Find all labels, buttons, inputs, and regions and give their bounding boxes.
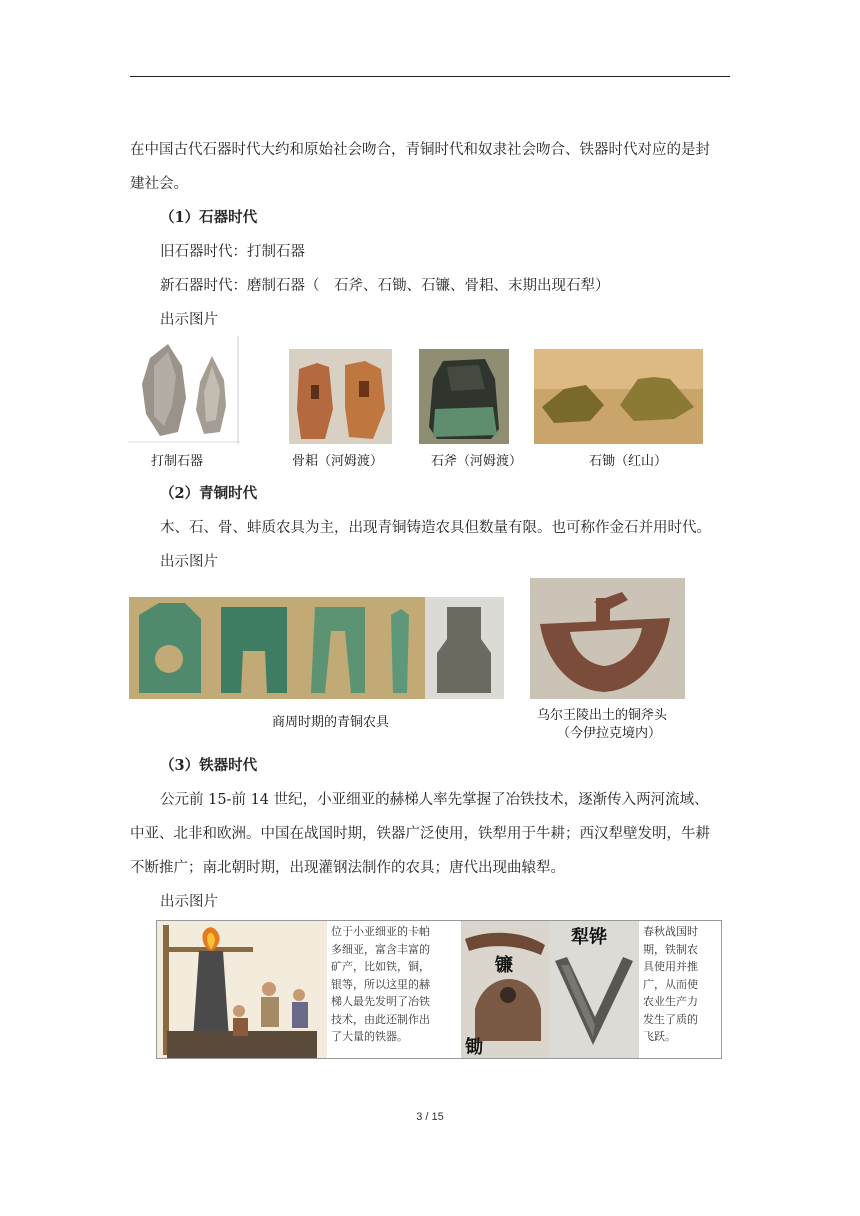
bone-spade-image <box>289 349 392 444</box>
stone-hoe-image <box>534 349 703 444</box>
warring-states-text-line: 期，铁制农 <box>643 942 698 956</box>
bronze-age-text: 木、石、骨、蚌质农具为主，出现青铜铸造农具但数量有限。也可称作金石并用时代。 <box>160 520 711 536</box>
hittite-text-line: 位于小亚细亚的卡帕 <box>331 925 430 938</box>
header-rule <box>130 76 730 77</box>
intro-line-1: 在中国古代石器时代大约和原始社会吻合，青铜时代和奴隶社会吻合、铁器时代对应的是封 <box>130 142 710 158</box>
paleolithic-text: 旧石器时代：打制石器 <box>160 244 305 260</box>
intro-line-2: 建社会。 <box>130 176 188 192</box>
iron-smelting-illustration <box>157 921 327 1058</box>
plowshare-label: 犁铧 <box>571 927 607 948</box>
caption-stone-axe: 石斧（河姆渡） <box>431 454 523 469</box>
warring-states-text-panel <box>641 923 721 1055</box>
show-pictures-label: 出示图片 <box>160 312 218 328</box>
stone-age-heading: （1）石器时代 <box>160 209 258 226</box>
warring-states-text-line: 具使用并推 <box>643 960 698 973</box>
caption-bronze-tools: 商周时期的青铜农具 <box>272 715 390 730</box>
iron-age-para-line-3: 不断推广；南北朝时期，出现灌钢法制作的农具；唐代出现曲辕犁。 <box>130 860 565 876</box>
warring-states-text-line: 飞跃。 <box>643 1030 676 1043</box>
caption-bone-spade: 骨耜（河姆渡） <box>292 454 384 469</box>
bronze-show-pictures-label: 出示图片 <box>160 554 218 570</box>
caption-chipped-stone: 打制石器 <box>151 454 204 469</box>
chipped-stone-tools-image <box>128 336 240 444</box>
iron-age-para-line-1: 公元前 15-前 14 世纪，小亚细亚的赫梯人率先掌握了冶铁技术，逐渐传入两河流域、 <box>160 792 709 808</box>
hittite-text-line: 梯人最先发明了冶铁 <box>331 995 430 1008</box>
stone-axe-image <box>419 349 509 444</box>
iron-age-heading: （3）铁器时代 <box>160 757 258 774</box>
bronze-age-heading: （2）青铜时代 <box>160 485 258 502</box>
warring-states-text-line: 春秋战国时 <box>643 925 698 938</box>
iron-age-composite-image <box>156 920 722 1059</box>
warring-states-text-line: 广，从而使 <box>643 977 698 991</box>
iron-age-para-line-2: 中亚、北非和欧洲。中国在战国时期，铁器广泛使用，铁犁用于牛耕；西汉犁壁发明，牛耕 <box>130 826 710 842</box>
caption-ur-axe-line-2: （今伊拉克境内） <box>557 726 662 741</box>
bronze-tools-image <box>129 597 504 699</box>
page-number: 3 / 15 <box>416 1111 444 1123</box>
caption-stone-hoe: 石锄（红山） <box>589 454 668 469</box>
warring-states-text-line: 农业生产力 <box>643 995 698 1008</box>
iron-show-pictures-label: 出示图片 <box>160 894 218 910</box>
hittite-text-line: 矿产，比如铁，铜， <box>331 960 430 973</box>
neolithic-text: 新石器时代：磨制石器（ 石斧、石锄、石镰、骨耜、末期出现石犁） <box>160 278 610 294</box>
iron-plowshare-image <box>549 921 639 1058</box>
hittite-text-line: 了大量的铁器。 <box>331 1030 408 1043</box>
hittite-text-line: 银等，所以这里的赫 <box>331 977 430 991</box>
caption-ur-axe-line-1: 乌尔王陵出土的铜斧头 <box>537 708 668 723</box>
warring-states-text-line: 发生了质的 <box>643 1012 698 1026</box>
hittite-text-panel <box>329 923 461 1055</box>
sickle-label: 镰 <box>495 955 513 976</box>
hittite-text-line: 技术，由此还制作出 <box>331 1012 430 1026</box>
ur-copper-axe-image <box>530 578 685 699</box>
hoe-label: 锄 <box>465 1037 483 1058</box>
hittite-text-line: 多细亚，富含丰富的 <box>331 942 430 956</box>
iron-sickle-hoe-image <box>461 921 549 1058</box>
